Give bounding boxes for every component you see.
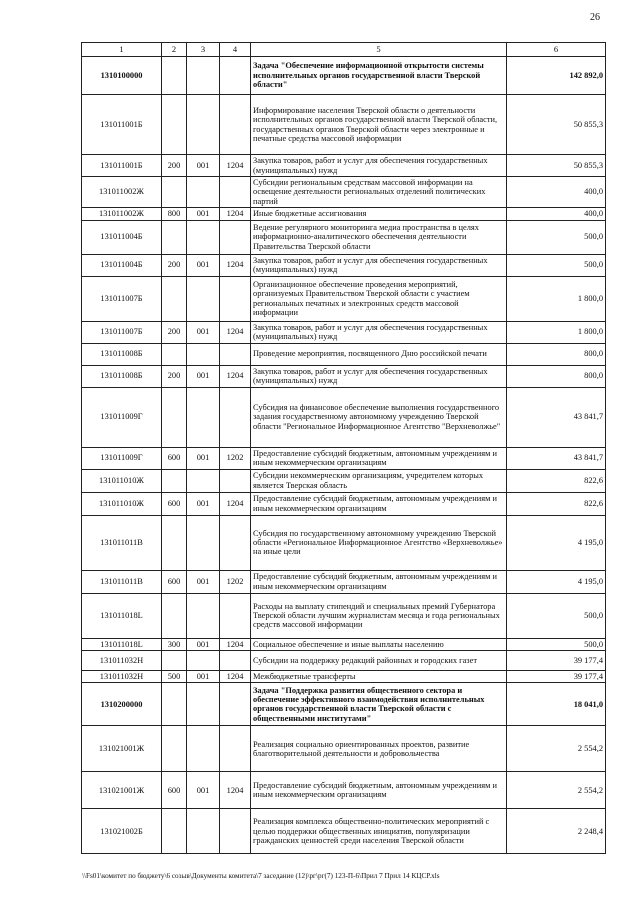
- department-code: [187, 343, 220, 365]
- expense-type-code: [162, 809, 187, 854]
- table-row: [82, 365, 606, 387]
- amount: 2 248,4: [507, 809, 606, 854]
- expense-type-code: [162, 387, 187, 447]
- description: Информирование населения Тверской области о деятельности исполнительных органов государственной власти Тверской области, государственных органов Тверской области через электронные и печатные средства массовой информации: [251, 95, 507, 155]
- description: Предоставление субсидий бюджетным, автономным учреждениям и иным некоммерческим организациям: [251, 447, 507, 469]
- amount: 18 041,0: [507, 683, 606, 726]
- table-row: [82, 276, 606, 321]
- department-code: [187, 809, 220, 854]
- expense-type-code: [162, 726, 187, 772]
- department-code: [187, 726, 220, 772]
- table-row: [82, 95, 606, 155]
- section-code: 1204: [220, 671, 251, 683]
- expense-type-code: [162, 276, 187, 321]
- classification-code: 131011018L: [82, 593, 162, 638]
- file-path-footer: \\Fs01\комитет по бюджету\6 созыв\Документы комитета\7 заседание (12)\рг\рг(7) 123-П-6\Прил 7 Прил 14 КЦСР.xls: [82, 872, 440, 880]
- department-code: [187, 651, 220, 671]
- section-code: [220, 387, 251, 447]
- section-code: 1204: [220, 254, 251, 276]
- expense-type-code: [162, 220, 187, 254]
- table-row: [82, 570, 606, 593]
- description: Предоставление субсидий бюджетным, автономным учреждениям и иным некоммерческим организациям: [251, 570, 507, 593]
- table-row: [82, 220, 606, 254]
- department-code: 001: [187, 321, 220, 343]
- table-row: [82, 772, 606, 809]
- amount: 50 855,3: [507, 95, 606, 155]
- department-code: 001: [187, 365, 220, 387]
- section-code: 1204: [220, 321, 251, 343]
- section-code: [220, 593, 251, 638]
- department-code: 001: [187, 155, 220, 177]
- description: Предоставление субсидий бюджетным, автономным учреждениям и иным некоммерческим организациям: [251, 772, 507, 809]
- description: Организационное обеспечение проведения мероприятий, организуемых Правительством Тверской области с участием региональных печатных и электронных средств массовой информации: [251, 276, 507, 321]
- department-code: [187, 276, 220, 321]
- expense-type-code: [162, 343, 187, 365]
- amount: 2 554,2: [507, 772, 606, 809]
- amount: 500,0: [507, 254, 606, 276]
- amount: 500,0: [507, 220, 606, 254]
- section-code: [220, 651, 251, 671]
- amount: 822,6: [507, 469, 606, 492]
- task-row: [82, 57, 606, 95]
- description: Реализация комплекса общественно-политических мероприятий с целью поддержки общественных инициатив, популяризации гражданских ценностей среди населения Тверской области: [251, 809, 507, 854]
- expense-type-code: [162, 515, 187, 570]
- expense-type-code: 200: [162, 365, 187, 387]
- classification-code: 131021001Ж: [82, 772, 162, 809]
- amount: 500,0: [507, 593, 606, 638]
- classification-code: 131011007Б: [82, 276, 162, 321]
- expense-type-code: [162, 177, 187, 208]
- section-code: 1204: [220, 208, 251, 220]
- section-code: [220, 469, 251, 492]
- department-code: 001: [187, 492, 220, 515]
- expense-type-code: 500: [162, 671, 187, 683]
- expense-type-code: [162, 593, 187, 638]
- column-header: 4: [220, 43, 251, 57]
- department-code: 001: [187, 671, 220, 683]
- classification-code: 131011032Н: [82, 651, 162, 671]
- expense-type-code: [162, 651, 187, 671]
- section-code: [220, 220, 251, 254]
- amount: 400,0: [507, 177, 606, 208]
- description: Закупка товаров, работ и услуг для обеспечения государственных (муниципальных) нужд: [251, 321, 507, 343]
- description: Субсидия по государственному автономному учреждению Тверской области «Региональное Информационное Агентство «Верхневолжье» на иные цели: [251, 515, 507, 570]
- description: Межбюджетные трансферты: [251, 671, 507, 683]
- classification-code: 1310200000: [82, 683, 162, 726]
- amount: 39 177,4: [507, 671, 606, 683]
- department-code: 001: [187, 772, 220, 809]
- description: Задача "Обеспечение информационной открытости системы исполнительных органов государственной власти Тверской области": [251, 57, 507, 95]
- amount: 43 841,7: [507, 447, 606, 469]
- table-row: [82, 651, 606, 671]
- task-row: [82, 683, 606, 726]
- classification-code: 131011009Г: [82, 447, 162, 469]
- section-code: 1202: [220, 447, 251, 469]
- section-code: [220, 683, 251, 726]
- table-row: [82, 593, 606, 638]
- table-header-row: [82, 43, 606, 57]
- department-code: [187, 469, 220, 492]
- table-row: [82, 809, 606, 854]
- description: Субсидии на поддержку редакций районных и городских газет: [251, 651, 507, 671]
- amount: 2 554,2: [507, 726, 606, 772]
- classification-code: 131011001Б: [82, 95, 162, 155]
- description: Иные бюджетные ассигнования: [251, 208, 507, 220]
- table-row: [82, 671, 606, 683]
- department-code: [187, 387, 220, 447]
- classification-code: 131011007Б: [82, 321, 162, 343]
- description: Закупка товаров, работ и услуг для обеспечения государственных (муниципальных) нужд: [251, 365, 507, 387]
- department-code: [187, 683, 220, 726]
- amount: 4 195,0: [507, 570, 606, 593]
- description: Проведение мероприятия, посвященного Дню российской печати: [251, 343, 507, 365]
- classification-code: 131011001Б: [82, 155, 162, 177]
- table-row: [82, 492, 606, 515]
- classification-code: 131011032Н: [82, 671, 162, 683]
- expense-type-code: 200: [162, 321, 187, 343]
- description: Социальное обеспечение и иные выплаты населению: [251, 638, 507, 650]
- table-row: [82, 254, 606, 276]
- section-code: [220, 95, 251, 155]
- classification-code: 131011010Ж: [82, 492, 162, 515]
- description: Субсидии некоммерческим организациям, учредителем которых является Тверская область: [251, 469, 507, 492]
- description: Субсидия на финансовое обеспечение выполнения государственного задания государственному автономному учреждению Тверской области "Региональное Информационное Агентство "Верхневолжье": [251, 387, 507, 447]
- classification-code: 131021001Ж: [82, 726, 162, 772]
- column-header: 2: [162, 43, 187, 57]
- classification-code: 1310100000: [82, 57, 162, 95]
- section-code: [220, 343, 251, 365]
- amount: 39 177,4: [507, 651, 606, 671]
- classification-code: 131011011В: [82, 515, 162, 570]
- amount: 50 855,3: [507, 155, 606, 177]
- expense-type-code: 600: [162, 447, 187, 469]
- section-code: [220, 515, 251, 570]
- page-number: 26: [590, 12, 600, 23]
- expense-type-code: [162, 683, 187, 726]
- expense-type-code: 200: [162, 254, 187, 276]
- table-row: [82, 447, 606, 469]
- expense-type-code: 800: [162, 208, 187, 220]
- column-header: 5: [251, 43, 507, 57]
- department-code: [187, 57, 220, 95]
- amount: 500,0: [507, 638, 606, 650]
- section-code: 1204: [220, 492, 251, 515]
- description: Расходы на выплату стипендий и специальных премий Губернатора Тверской области лучшим журналистам месяца и года региональных средств массовой информации: [251, 593, 507, 638]
- description: Предоставление субсидий бюджетным, автономным учреждениям и иным некоммерческим организациям: [251, 492, 507, 515]
- section-code: 1204: [220, 365, 251, 387]
- section-code: [220, 57, 251, 95]
- column-header: 3: [187, 43, 220, 57]
- section-code: [220, 177, 251, 208]
- expense-type-code: [162, 469, 187, 492]
- department-code: 001: [187, 447, 220, 469]
- table-row: [82, 469, 606, 492]
- classification-code: 131011008Б: [82, 343, 162, 365]
- table-row: [82, 208, 606, 220]
- amount: 822,6: [507, 492, 606, 515]
- amount: 800,0: [507, 343, 606, 365]
- department-code: [187, 220, 220, 254]
- classification-code: 131021002Б: [82, 809, 162, 854]
- expense-type-code: 300: [162, 638, 187, 650]
- amount: 1 800,0: [507, 321, 606, 343]
- amount: 142 892,0: [507, 57, 606, 95]
- column-header: 6: [507, 43, 606, 57]
- table-row: [82, 638, 606, 650]
- expense-type-code: [162, 57, 187, 95]
- classification-code: 131011002Ж: [82, 177, 162, 208]
- budget-table: [81, 42, 606, 854]
- classification-code: 131011011В: [82, 570, 162, 593]
- column-header: 1: [82, 43, 162, 57]
- classification-code: 131011010Ж: [82, 469, 162, 492]
- description: Закупка товаров, работ и услуг для обеспечения государственных (муниципальных) нужд: [251, 254, 507, 276]
- expense-type-code: 200: [162, 155, 187, 177]
- classification-code: 131011018L: [82, 638, 162, 650]
- table-row: [82, 343, 606, 365]
- amount: 1 800,0: [507, 276, 606, 321]
- description: Ведение регулярного мониторинга медиа пространства в целях информационно-аналитического обеспечения деятельности Правительства Тверской области: [251, 220, 507, 254]
- classification-code: 131011002Ж: [82, 208, 162, 220]
- table-row: [82, 515, 606, 570]
- amount: 43 841,7: [507, 387, 606, 447]
- classification-code: 131011008Б: [82, 365, 162, 387]
- section-code: [220, 276, 251, 321]
- expense-type-code: [162, 95, 187, 155]
- amount: 400,0: [507, 208, 606, 220]
- description: Задача "Поддержка развития общественного сектора и обеспечение эффективного взаимодействия исполнительных органов государственной власти Тверской области с общественными институтами": [251, 683, 507, 726]
- amount: 4 195,0: [507, 515, 606, 570]
- department-code: [187, 593, 220, 638]
- department-code: 001: [187, 638, 220, 650]
- table-row: [82, 177, 606, 208]
- description: Реализация социально ориентированных проектов, развитие благотворительной деятельности и добровольчества: [251, 726, 507, 772]
- table-row: [82, 726, 606, 772]
- table-row: [82, 387, 606, 447]
- section-code: 1204: [220, 155, 251, 177]
- expense-type-code: 600: [162, 492, 187, 515]
- department-code: [187, 95, 220, 155]
- classification-code: 131011009Г: [82, 387, 162, 447]
- expense-type-code: 600: [162, 772, 187, 809]
- section-code: 1202: [220, 570, 251, 593]
- department-code: [187, 177, 220, 208]
- department-code: [187, 515, 220, 570]
- amount: 800,0: [507, 365, 606, 387]
- table-row: [82, 321, 606, 343]
- description: Закупка товаров, работ и услуг для обеспечения государственных (муниципальных) нужд: [251, 155, 507, 177]
- department-code: 001: [187, 570, 220, 593]
- department-code: 001: [187, 254, 220, 276]
- section-code: 1204: [220, 772, 251, 809]
- table-row: [82, 155, 606, 177]
- classification-code: 131011004Б: [82, 220, 162, 254]
- department-code: 001: [187, 208, 220, 220]
- section-code: [220, 726, 251, 772]
- section-code: [220, 809, 251, 854]
- section-code: 1204: [220, 638, 251, 650]
- expense-type-code: 600: [162, 570, 187, 593]
- classification-code: 131011004Б: [82, 254, 162, 276]
- description: Субсидии региональным средствам массовой информации на освещение деятельности региональных отделений политических партий: [251, 177, 507, 208]
